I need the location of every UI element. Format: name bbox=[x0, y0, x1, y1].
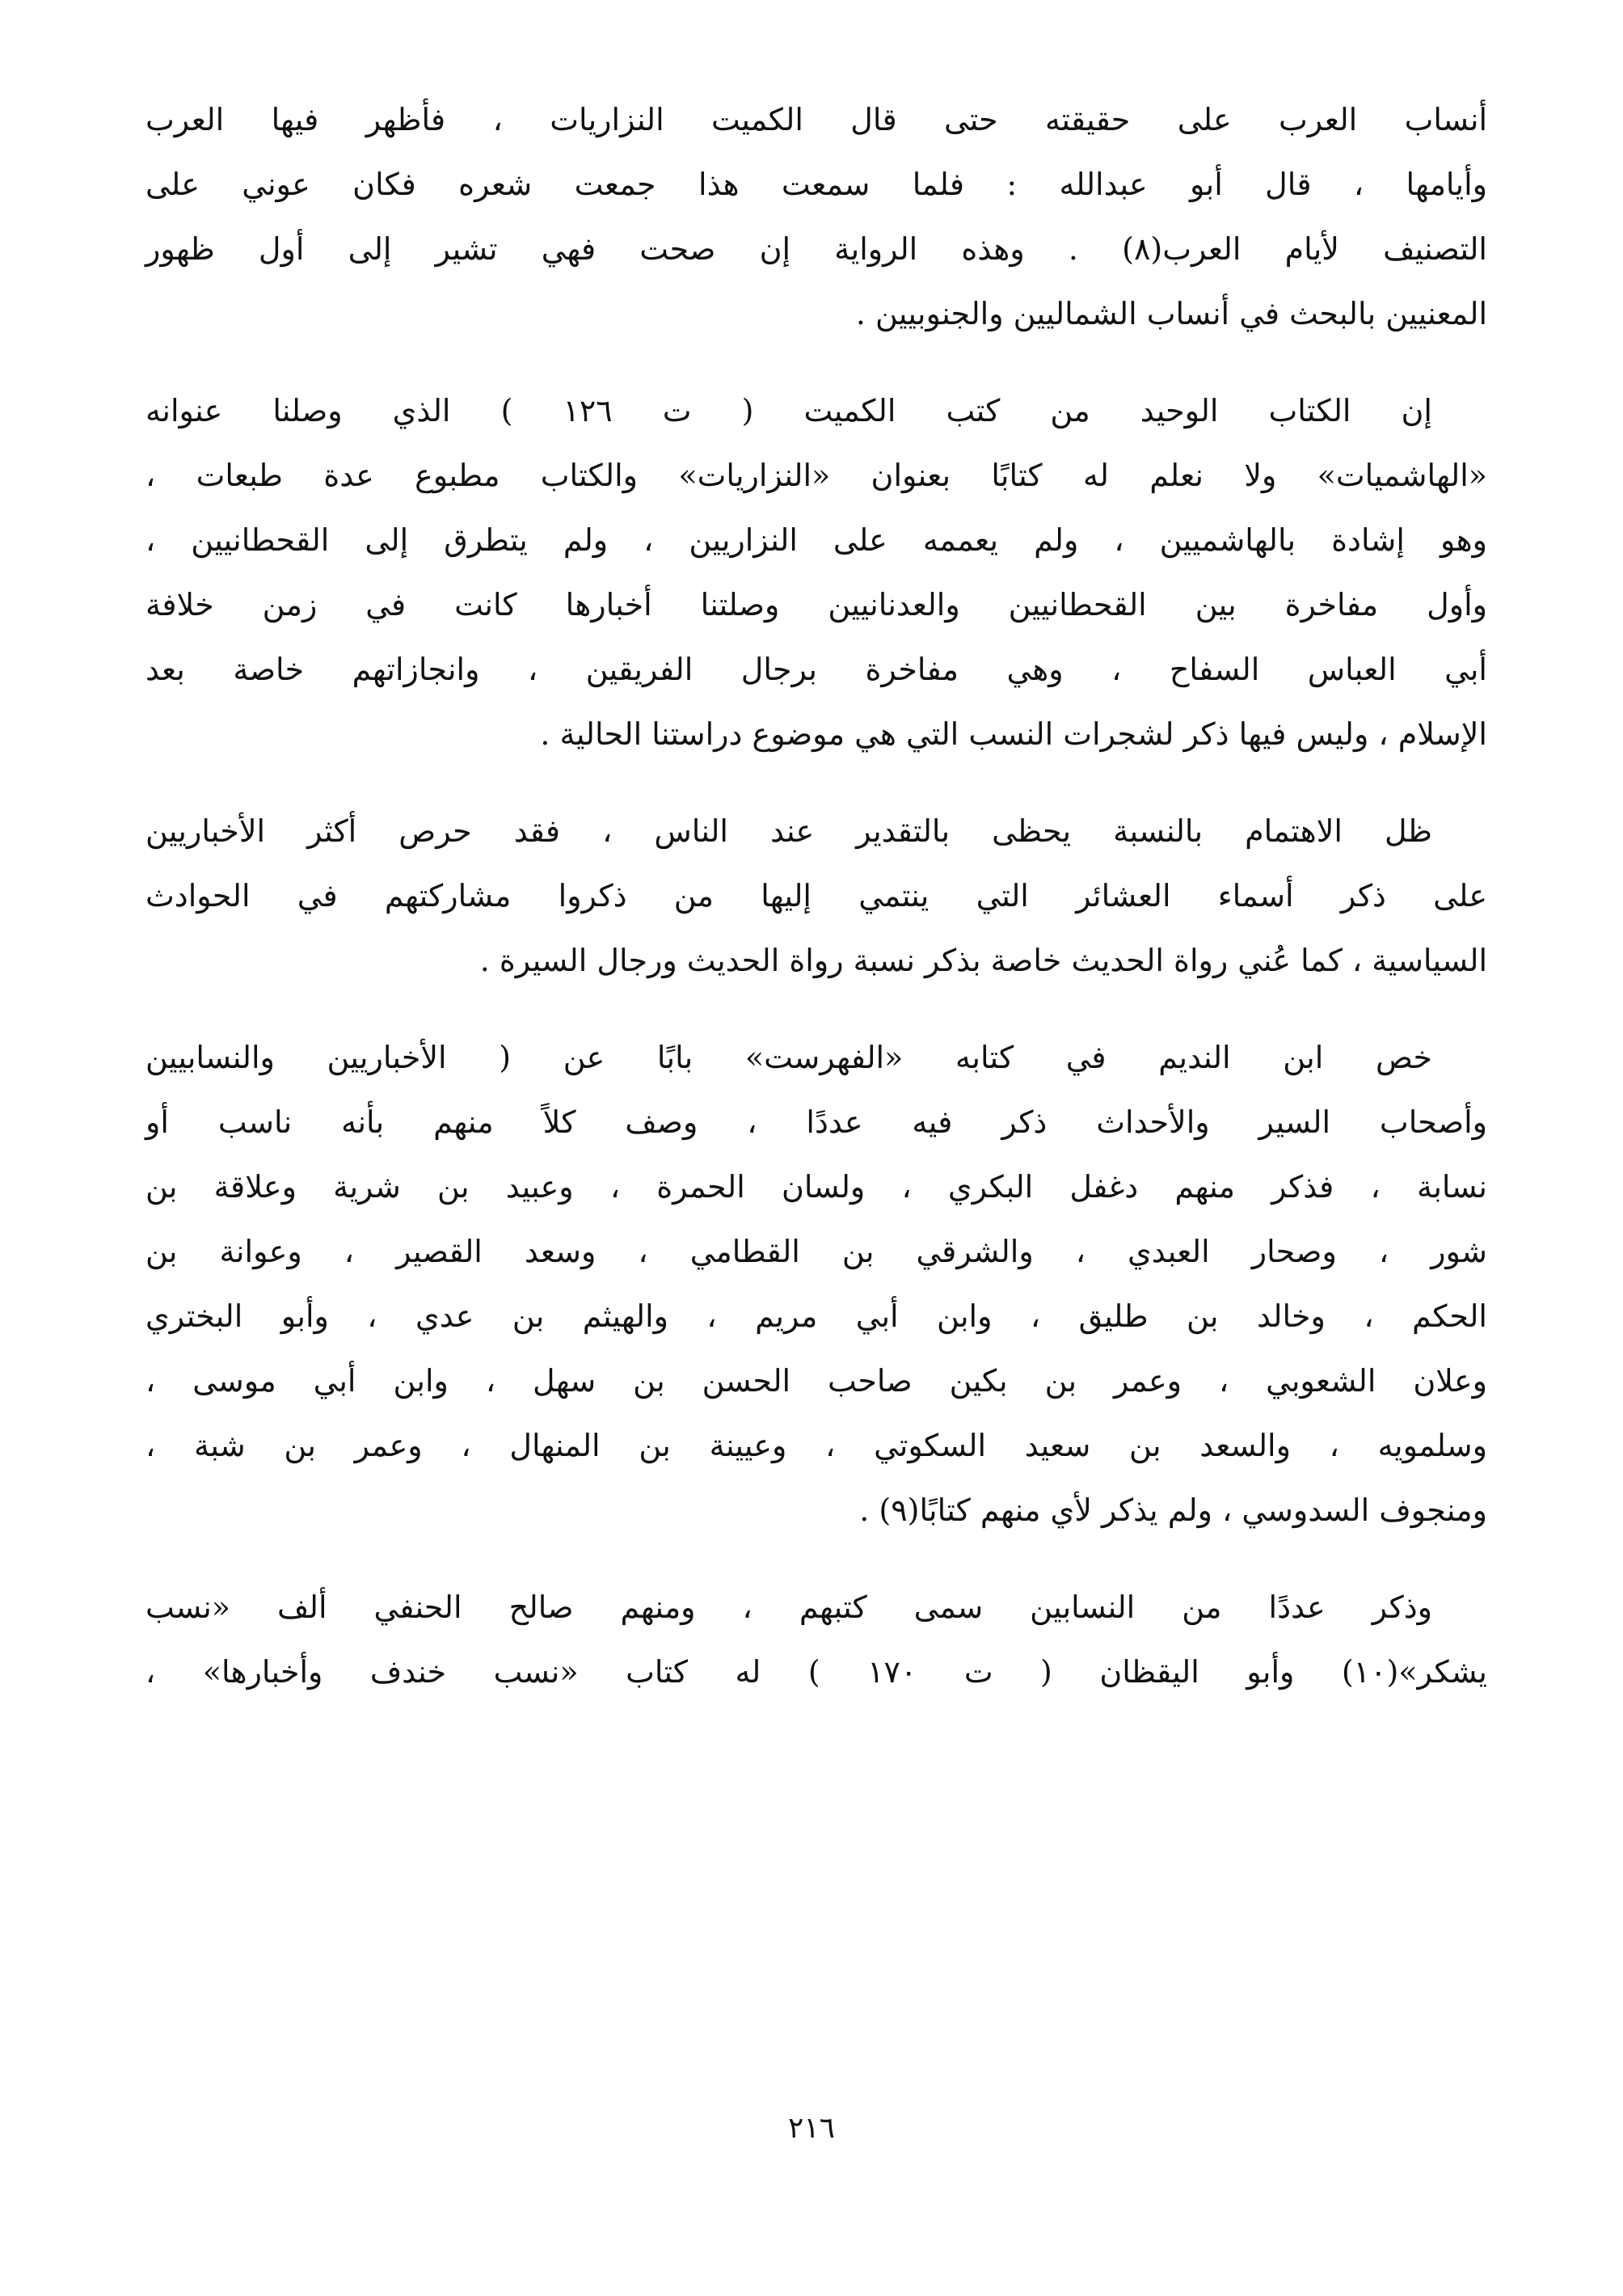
text-line: أنساب العرب على حقيقته حتى قال الكميت النزاريات ، فأظهر فيها العرب bbox=[145, 102, 1487, 137]
paragraph-5 bbox=[145, 1575, 1487, 1704]
text-line: التصنيف لأيام العرب(٨) . وهذه الرواية إن صحت فهي تشير إلى أول ظهور bbox=[145, 231, 1487, 267]
text-line: الحكم ، وخالد بن طليق ، وابن أبي مريم ، والهيثم بن عدي ، وأبو البختري bbox=[145, 1298, 1487, 1334]
text-line: خص ابن النديم في كتابه «الفهرست» بابًا عن ( الأخباريين والنسابيين bbox=[145, 1040, 1432, 1075]
text-line: ومنجوف السدوسي ، ولم يذكر لأي منهم كتابًا(٩) . bbox=[859, 1492, 1487, 1528]
paragraph-1 bbox=[145, 87, 1487, 346]
text-line: «الهاشميات» ولا نعلم له كتابًا بعنوان «النزاريات» والكتاب مطبوع عدة طبعات ، bbox=[145, 458, 1487, 493]
text-line: نسابة ، فذكر منهم دغفل البكري ، ولسان الحمرة ، وعبيد بن شرية وعلاقة بن bbox=[145, 1169, 1487, 1205]
text-line: إن الكتاب الوحيد من كتب الكميت ( ت ١٢٦ ) الذي وصلنا عنوانه bbox=[145, 393, 1432, 428]
text-line: وأول مفاخرة بين القحطانيين والعدنانيين وصلتنا أخبارها كانت في زمن خلافة bbox=[145, 587, 1487, 623]
text-line: وأصحاب السير والأحداث ذكر فيه عددًا ، وصف كلاً منهم بأنه ناسب أو bbox=[145, 1104, 1487, 1140]
text-line: المعنيين بالبحث في أنساب الشماليين والجنوبيين . bbox=[855, 296, 1487, 331]
paragraph-3 bbox=[145, 799, 1487, 993]
text-line: أبي العباس السفاح ، وهي مفاخرة برجال الفريقين ، وانجازاتهم خاصة بعد bbox=[145, 652, 1487, 687]
text-line: شور ، وصحار العبدي ، والشرقي بن القطامي ، وسعد القصير ، وعوانة بن bbox=[145, 1234, 1487, 1269]
text-line: السياسية ، كما عُني رواة الحديث خاصة بذكر نسبة رواة الحديث ورجال السيرة . bbox=[479, 943, 1487, 978]
body-text bbox=[145, 87, 1487, 1704]
text-line: وأيامها ، قال أبو عبدالله : فلما سمعت هذا جمعت شعره فكان عوني على bbox=[145, 167, 1487, 202]
text-line: وهو إشادة بالهاشميين ، ولم يعممه على النزاريين ، ولم يتطرق إلى القحطانيين ، bbox=[145, 522, 1487, 558]
text-line: يشكر»(١٠) وأبو اليقظان ( ت ١٧٠ ) له كتاب «نسب خندف وأخبارها» ، bbox=[145, 1654, 1487, 1690]
paragraph-4 bbox=[145, 1025, 1487, 1543]
text-line: ظل الاهتمام بالنسبة يحظى بالتقدير عند الناس ، فقد حرص أكثر الأخباريين bbox=[145, 813, 1432, 849]
paragraph-2 bbox=[145, 378, 1487, 766]
text-line: وسلمويه ، والسعد بن سعيد السكوتي ، وعيينة بن المنهال ، وعمر بن شبة ، bbox=[145, 1428, 1487, 1463]
text-line: على ذكر أسماء العشائر التي ينتمي إليها من ذكروا مشاركتهم في الحوادث bbox=[145, 878, 1487, 914]
page-number: ٢١٦ bbox=[787, 2112, 835, 2145]
text-line: وعلان الشعوبي ، وعمر بن بكين صاحب الحسن بن سهل ، وابن أبي موسى ، bbox=[145, 1363, 1487, 1399]
text-line: وذكر عددًا من النسابين سمى كتبهم ، ومنهم صالح الحنفي ألف «نسب bbox=[145, 1589, 1432, 1625]
text-line: الإسلام ، وليس فيها ذكر لشجرات النسب التي هي موضوع دراستنا الحالية . bbox=[540, 716, 1487, 752]
